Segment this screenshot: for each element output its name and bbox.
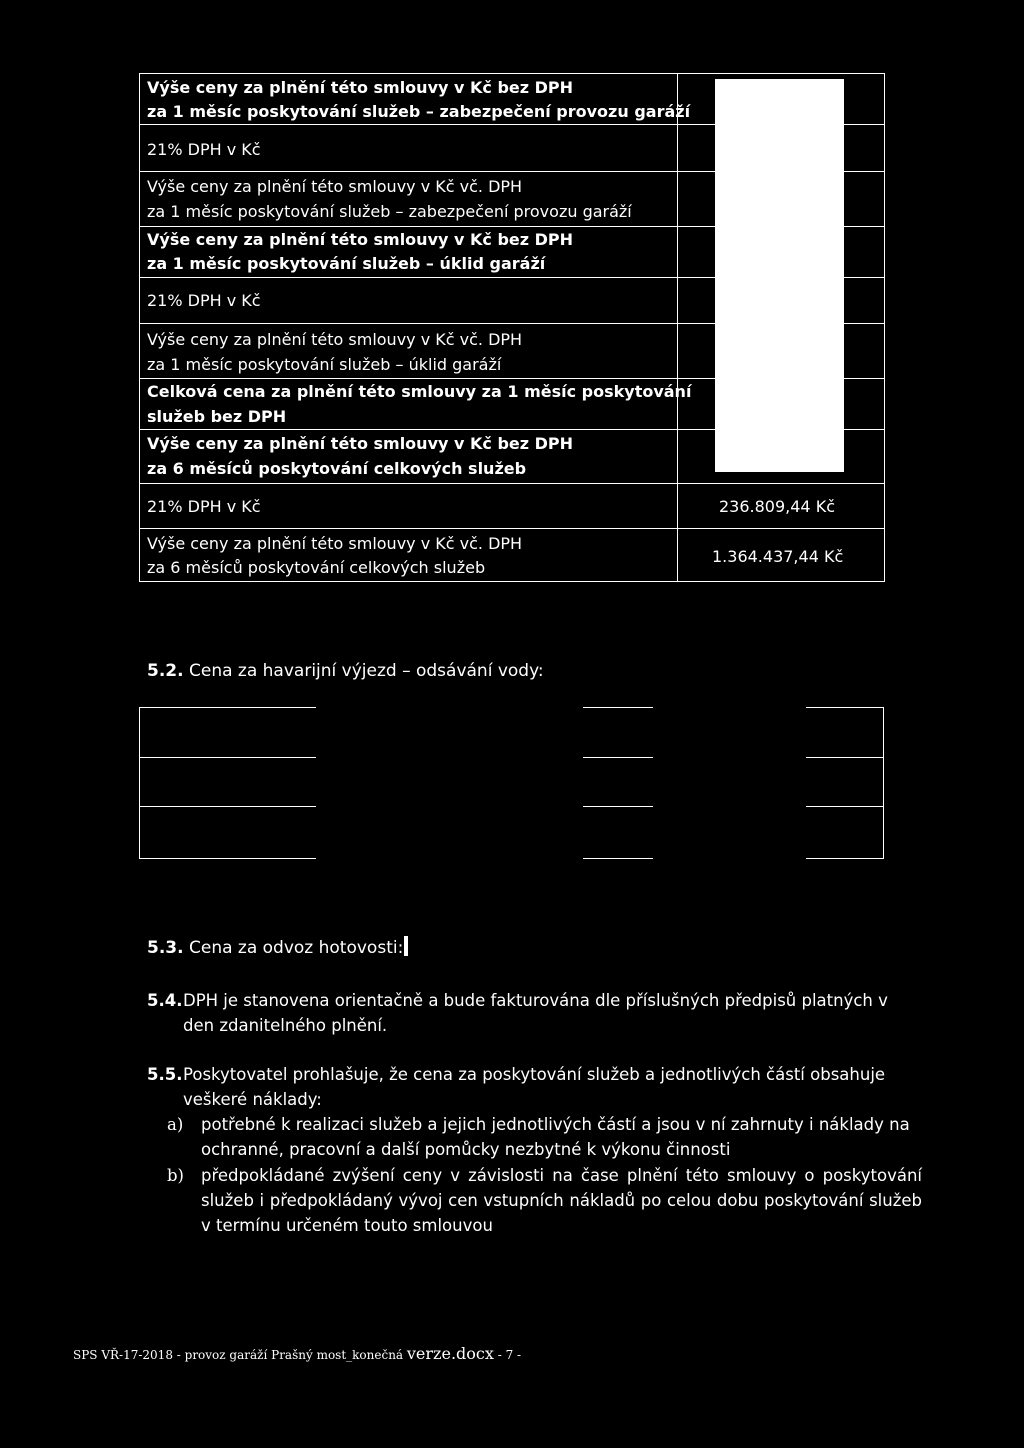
- table-row-label: Výše ceny za plnění této smlouvy v Kč bez DPH: [147, 230, 574, 249]
- table-line: [139, 707, 316, 708]
- section-number: 5.3.: [147, 938, 184, 958]
- section-5-5: [147, 1062, 907, 1112]
- table-row-label: za 1 měsíc poskytování služeb – zabezpečení provozu garáží: [147, 202, 632, 221]
- table-line: [583, 757, 653, 758]
- table-line: [806, 757, 884, 758]
- list-marker: b): [167, 1166, 184, 1185]
- table-line: [806, 806, 884, 807]
- table-row-label: za 1 měsíc poskytování služeb – úklid garáží: [147, 355, 502, 374]
- section-text: DPH je stanovena orientačně a bude fakturována dle příslušných předpisů platných v den zdanitelného plnění.: [183, 991, 888, 1035]
- column-divider: [677, 73, 678, 581]
- list-marker: a): [167, 1115, 184, 1134]
- table-line: [806, 707, 884, 708]
- table-line: [583, 806, 653, 807]
- table-line: [139, 707, 140, 859]
- table-line: [139, 757, 316, 758]
- section-5-4: [147, 988, 907, 1038]
- table-row-label: Výše ceny za plnění této smlouvy v Kč bez DPH: [147, 434, 574, 453]
- list-item: [167, 1163, 922, 1238]
- row-separator: [139, 483, 884, 484]
- row-separator: [139, 528, 884, 529]
- section-number: 5.5.: [147, 1065, 183, 1084]
- table-row-label: 21% DPH v Kč: [147, 140, 261, 159]
- section-5-3: [147, 936, 408, 960]
- table-line: [139, 858, 316, 859]
- table-row-value: 236.809,44 Kč: [719, 497, 835, 516]
- footer-doc-name: SPS VŘ-17-2018 - provoz garáží Prašný most_konečná: [73, 1348, 407, 1362]
- table-row-label: Celková cena za plnění této smlouvy za 1 měsíc poskytování: [147, 382, 692, 401]
- table-row-label: služeb bez DPH: [147, 407, 287, 426]
- section-text: Poskytovatel prohlašuje, že cena za poskytování služeb a jednotlivých částí obsahuje veškeré náklady:: [183, 1065, 886, 1109]
- page-footer: [73, 1346, 521, 1363]
- table-line: [583, 707, 653, 708]
- table-row-value: 1.364.437,44 Kč: [712, 547, 844, 566]
- redaction-mark: [404, 936, 408, 956]
- footer-version: verze.docx: [406, 1344, 494, 1363]
- table-row-label: 21% DPH v Kč: [147, 291, 261, 310]
- table-line: [583, 858, 653, 859]
- redaction-block: [715, 79, 844, 472]
- table-row-label: 21% DPH v Kč: [147, 497, 261, 516]
- table-row-label: za 6 měsíců poskytování celkových služeb: [147, 459, 527, 478]
- table-row-label: za 1 měsíc poskytování služeb – úklid garáží: [147, 254, 546, 273]
- section-5-2: [147, 659, 544, 683]
- table-line: [883, 707, 884, 859]
- section-text: Cena za havarijní výjezd – odsávání vody:: [188, 661, 544, 681]
- table-row-label: Výše ceny za plnění této smlouvy v Kč vč. DPH: [147, 330, 523, 349]
- table-line: [139, 806, 316, 807]
- table-row-label: Výše ceny za plnění této smlouvy v Kč vč. DPH: [147, 534, 523, 553]
- list-item-text: potřebné k realizaci služeb a jejich jednotlivých částí a jsou v ní zahrnuty i náklady na ochranné, pracovní a další pomůcky nezbytné k výkonu činnosti: [201, 1115, 910, 1159]
- section-text: Cena za odvoz hotovosti:: [188, 938, 404, 958]
- section-number: 5.4.: [147, 991, 183, 1010]
- footer-page: - 7 -: [493, 1348, 522, 1362]
- list-item-text: předpokládané zvýšení ceny v závislosti na čase plnění této smlouvy o poskytování služeb i předpokládaný vývoj cen vstupních nákladů po celou dobu poskytování služeb v termínu určeném touto smlouvou: [201, 1166, 922, 1235]
- table-row-label: za 6 měsíců poskytování celkových služeb: [147, 558, 486, 577]
- table-line: [806, 858, 884, 859]
- list-item: [167, 1112, 922, 1162]
- table-row-label: Výše ceny za plnění této smlouvy v Kč vč. DPH: [147, 177, 523, 196]
- section-number: 5.2.: [147, 661, 184, 681]
- table-row-label: za 1 měsíc poskytování služeb – zabezpečení provozu garáží: [147, 102, 691, 121]
- table-row-label: Výše ceny za plnění této smlouvy v Kč bez DPH: [147, 78, 574, 97]
